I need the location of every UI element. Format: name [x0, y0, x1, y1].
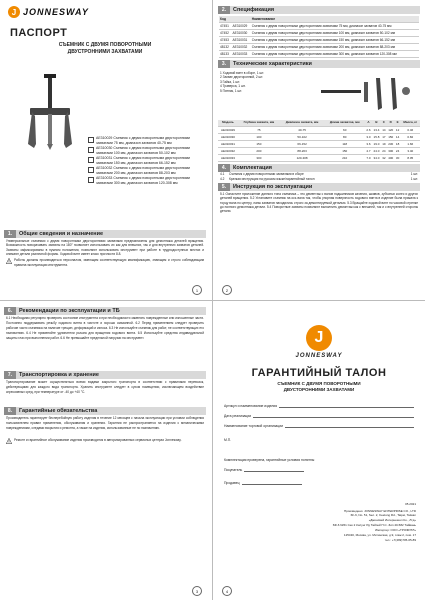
warranty-title: ГАРАНТИЙНЫЙ ТАЛОН [251, 367, 387, 379]
warranty-subtitle [216, 381, 422, 393]
table-row: 47452 AE310030 Съемник с двумя поворотными двусторонними захватами 100 мм, диапазон захватов 50-102 мм [219, 30, 419, 37]
seller-field[interactable]: Продавец [224, 480, 414, 485]
note-text: Работы должны производиться персоналом, имеющим соответствующую квалификацию, знающим и строго соблюдающим правила эксплуатации инструмента. [14, 258, 204, 267]
warning-icon [6, 438, 12, 444]
part-item: 4 Траверса, 1 шт. [220, 84, 246, 89]
manufacturer-info: Произведено: JONNESWAY ENTERPRISE CO., LTD 6F-6, No. 51, Sec. 2, Keelung Rd., Taipei, Taiwan «Джонсвей Интернешнл Ко., Лтд» 6Ф-6 №51 Сек 2 Килунг Рд Тайпей П.С. Зип 40-582 Тайвань Импортер: ООО «ТРОФИТЛ» 125430, Москва, ул. Митинская, д.9, этаж 2, пом. 17 тел.: +7(499)705-65-89 [332, 508, 416, 542]
section-7-header [4, 371, 206, 379]
section-title: Технические характеристики [233, 61, 312, 67]
model-item: AE310033 Съемник с двумя поворотными двусторонними захватами 300 мм, диапазон захватов 120-308 мм [88, 176, 206, 185]
section-5-text: 5.1 Оснастите приложение данного типа съемника – это дементаж с валов подшипников качения, шкивов, зубчатых колес и других деталей вращения. 5.2 Установите съемник на ось вала так, чтобы упорная поверхность ходового винта в изделие была прижата к торцу вала по центру, лапы захватов находились строго за демонтируемой деталью. 5.3 Вращайте ходовой винт по часовой стрелке до полного демонтажа детали. 5.4 Поворотные захваты позволяют выполнить демонтаж как с внешней, так и с внутренней стороны детали. [220, 191, 418, 214]
model-item: AE310030 Съемник с двумя поворотными двусторонними захватами 100 мм, диапазон захватов 50-102 мм [88, 146, 206, 155]
section-3-header [218, 60, 420, 68]
buyer-field[interactable]: Покупатель [224, 467, 414, 472]
kit-item: 4.1 Съемник с двумя поворотными захватами в сборе 1 шт. [220, 172, 418, 177]
part-item: 3 Гайка, 1 шт. [220, 79, 240, 84]
section-number: 2. [218, 6, 230, 14]
brand-name: JONNESWAY [23, 7, 89, 17]
section-5-header [218, 183, 420, 191]
product-subtitle [2, 42, 208, 55]
section-8-header [4, 407, 206, 415]
model-item: AE310031 Съемник с двумя поворотными двусторонними захватами 150 мм, диапазон захватов 66-152 мм [88, 156, 206, 165]
puller-illustration [20, 74, 80, 154]
section-6-text: 6.1 Необходимо регулярно проверять состояние инструмента и при необходимости заменять поврежденные или изношенные части. Постоянно поддерживать резьбу ходового винта в чистоте и хорошо смазанной. 6.2 Перед применением следует проверить рабочие части съемника на наличие трещин, деформаций и износа. 6.3 Не используйте съемник для работ, не соответствующих его назначению. 6.4 Не применяйте удлинители рычага для вращения ходового винта. 6.5 Используйте средства индивидуальной защиты глаз при выполнении работ. 6.6 Не превышайте предельной нагрузки на инструмент. [6, 316, 204, 340]
page-number: 3 [192, 586, 202, 596]
stamp-field: М.П. [224, 437, 232, 442]
section-title: Рекомендации по эксплуатации и ТБ [19, 308, 120, 314]
panel-recommendations [2, 303, 208, 599]
section-1-header [4, 230, 206, 238]
model-item: AE310032 Съемник с двумя поворотными двусторонними захватами 200 мм, диапазон захватов 88-203 мм [88, 166, 206, 175]
section-8-text: Производитель гарантирует бесперебойную работу изделия в течение 12 месяцев с начала эксплуатации при условии соблюдения пользователем правил применения, обслуживания и хранения. Гарантия не распространяется на изделия с механическими повреждениями, следами вскрытия и ремонта, а также на изделия, использованные не по назначению. [6, 415, 204, 430]
section-6-header [4, 307, 206, 315]
subtitle-line-1: СЪЕМНИК С ДВУМЯ ПОВОРОТНЫМИ [58, 42, 152, 48]
parts-list [216, 68, 311, 93]
warranty-form [216, 403, 422, 485]
spec-table [219, 16, 419, 58]
section-title: Гарантийные обязательства [19, 407, 98, 414]
note-text: Ремонт и гарантийное обслуживание изделия производится в авторизированных сервисных центрах Jonnesway. [14, 438, 182, 443]
part-item: 2 Захват двусторонний, 2 шт. [220, 75, 264, 80]
table-row: 47453 AE310031 Съемник с двумя поворотными двусторонними захватами 150 мм, диапазон захватов 66-152 мм [219, 37, 419, 44]
parts-block [216, 68, 422, 118]
warning-note [6, 258, 204, 267]
panel-passport-cover [2, 2, 208, 298]
warning-note [6, 438, 204, 444]
part-item: 5 Пятник, 1 шт. [220, 89, 243, 94]
tech-table [218, 120, 420, 162]
article-field[interactable]: Артикул и наименование изделия [224, 403, 414, 408]
checkbox-icon [88, 137, 94, 143]
section-title: Спецификация [233, 7, 275, 13]
page-number: 4 [222, 586, 232, 596]
passport-title: ПАСПОРТ [10, 27, 68, 39]
store-name-field[interactable]: Наименование торговой организации [224, 423, 414, 428]
confirmation-field: Комплектация проверена, гарантийные условия понятны [224, 457, 315, 462]
page-number: 2 [222, 285, 232, 295]
section-title: Комплектация [233, 164, 272, 171]
brand-name: JONNESWAY [295, 353, 343, 359]
model-list [88, 136, 206, 186]
section-number: 1. [4, 230, 16, 238]
section-number: 3. [218, 60, 230, 68]
section-1-text: Универсальные съемники с двумя поворотными двусторонними захватами предназначены для демонтажа деталей вращения. Возможность поворачивать захваты на 180° позволяет использовать их как для внешних, так и для внутренних захватов деталей. Захваты зафиксированы в нужном положении, позволяют использовать инструмент при работе в труднодоступных местах и снимают детали различной формы. Ходовой винт имеет класс прочности 8.8. [6, 239, 204, 256]
section-title: Инструкция по эксплуатации [233, 183, 313, 190]
subtitle-line-1: СЪЕМНИК С ДВУМЯ ПОВОРОТНЫМИ [277, 381, 361, 386]
model-item: AE310029 Съемник с двумя поворотными двусторонними захватами 75 мм, диапазон захватов 40-75 мм [88, 136, 206, 145]
checkbox-icon [88, 167, 94, 173]
logo [8, 6, 208, 18]
table-header-row: Модель Глубина захвата, мм Диапазон захвата, мм Длина захватов, мм A B C D E Масса, кг [218, 120, 420, 126]
table-row: AE310032 200 88-203 150 4.7 24.0 24 300 24 3.40 [218, 147, 420, 154]
header-cell: Код [219, 16, 231, 23]
section-4-header [218, 164, 420, 172]
table-row: AE310033 300 120-308 210 7.0 34.0 32 400 30 8.05 [218, 154, 420, 161]
subtitle-line-2: ДВУСТОРОННИМИ ЗАХВАТАМИ [283, 386, 355, 392]
section-2-header [218, 6, 420, 14]
section-title: Общие сведения и назначение [19, 231, 104, 237]
table-row: 48133 AE310033 Съемник с двумя поворотными двусторонними захватами 300 мм, диапазон захватов 120-308 мм [219, 51, 419, 58]
checkbox-icon [88, 177, 94, 183]
date-code: 05.2021 [405, 501, 416, 506]
brand-logo-icon: J [8, 6, 20, 18]
section-7-text: Транспортирование может осуществляться всеми видами закрытого транспорта в соответствии с правилами перевозок, действующими для каждого вида транспорта. Хранить инструмент следует в сухом помещении, исключающем воздействие агрессивных сред, при температуре от -40 до +40 °С. [6, 379, 204, 394]
sale-date-field[interactable]: Дата реализации [224, 413, 414, 418]
section-title: Транспортировка и хранение [19, 371, 99, 378]
header-cell: Наименование [251, 16, 419, 23]
table-row: AE310030 100 50-102 80 3.0 15.8 17 150 14 0.82 [218, 133, 420, 140]
checkbox-icon [88, 157, 94, 163]
part-item: 1 Ходовой винт в сборе, 1 шт. [220, 70, 265, 75]
table-row: AE310029 75 40-75 60 2.6 13.4 14 120 12 0.46 [218, 126, 420, 133]
brand-logo-icon: J [306, 325, 332, 351]
section-number: 8. [4, 407, 16, 415]
section-number: 6. [4, 307, 16, 315]
page-number: 1 [192, 285, 202, 295]
panel-warranty [216, 303, 422, 599]
table-row: AE310031 150 66-152 118 3.6 19.0 19 230 18 1.66 [218, 140, 420, 147]
table-row: 47451 AE310029 Съемник с двумя поворотными двусторонними захватами 75 мм, диапазон захватов 40-75 мм [219, 23, 419, 30]
checkbox-icon [88, 147, 94, 153]
subtitle-line-2: ДВУСТРОННИМИ ЗАХВАТАМИ [67, 48, 143, 55]
horizontal-fold-line [0, 300, 425, 301]
section-number: 5. [218, 183, 230, 191]
panel-specification [216, 2, 422, 298]
kit-item: 4.2 Краткая инструкция на русском языке/гарантийный талон 1 шт. [220, 176, 418, 181]
section-number: 7. [4, 371, 16, 379]
parts-diagram [316, 70, 416, 116]
warning-icon [6, 258, 12, 264]
table-row: 48132 AE310032 Съемник с двумя поворотными двусторонними захватами 200 мм, диапазон захватов 88-203 мм [219, 44, 419, 51]
section-number: 4. [218, 164, 230, 172]
